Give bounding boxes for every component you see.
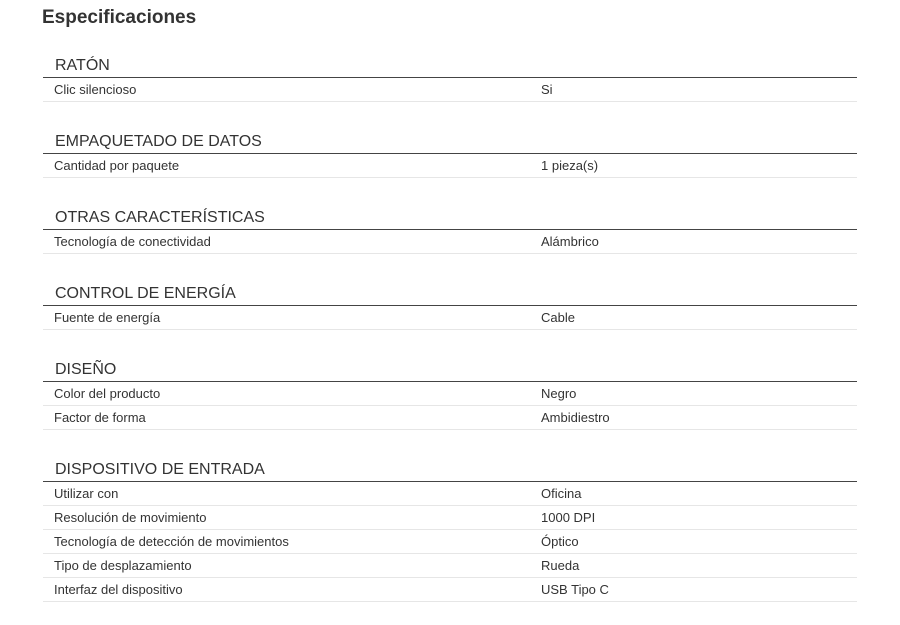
spec-label: Tecnología de conectividad (54, 234, 211, 249)
spec-value: Ambidiestro (541, 410, 610, 425)
spec-row (43, 78, 857, 102)
spec-row (43, 482, 857, 506)
spec-value: USB Tipo C (541, 582, 609, 597)
spec-section-energia (43, 254, 857, 330)
spec-row (43, 382, 857, 406)
spec-label: Utilizar con (54, 486, 119, 501)
spec-row (43, 554, 857, 578)
section-header (43, 44, 857, 78)
section-title: EMPAQUETADO DE DATOS (55, 133, 262, 150)
spec-label: Cantidad por paquete (54, 158, 180, 173)
spec-section-dispositivo-entrada (43, 430, 857, 602)
page-title: Especificaciones (42, 7, 197, 28)
spec-row (43, 506, 857, 530)
section-header (43, 102, 857, 154)
spec-list (43, 44, 857, 602)
spec-value: Negro (541, 386, 577, 401)
spec-label: Fuente de energía (54, 310, 161, 325)
spec-value: Rueda (541, 558, 580, 573)
spec-label: Resolución de movimiento (54, 510, 207, 525)
section-title: DISEÑO (55, 361, 117, 378)
spec-label: Interfaz del dispositivo (54, 582, 183, 597)
spec-value: 1 pieza(s) (541, 158, 599, 173)
spec-label: Tipo de desplazamiento (54, 558, 192, 573)
spec-value: Óptico (541, 534, 579, 549)
spec-row (43, 530, 857, 554)
spec-label: Tecnología de detección de movimientos (54, 534, 289, 549)
spec-row (43, 406, 857, 430)
section-title: OTRAS CARACTERÍSTICAS (55, 209, 265, 226)
spec-row (43, 306, 857, 330)
spec-row (43, 578, 857, 602)
section-header (43, 254, 857, 306)
section-title: RATÓN (55, 57, 110, 74)
section-header (43, 178, 857, 230)
section-title: CONTROL DE ENERGÍA (55, 285, 236, 302)
spec-value: Oficina (541, 486, 582, 501)
spec-value: 1000 DPI (541, 510, 596, 525)
spec-section-empaquetado (43, 102, 857, 178)
spec-section-otras (43, 178, 857, 254)
spec-value: Cable (541, 310, 575, 325)
spec-section-diseno (43, 330, 857, 430)
spec-value: Alámbrico (541, 234, 599, 249)
section-header (43, 330, 857, 382)
spec-label: Color del producto (54, 386, 161, 401)
section-title: DISPOSITIVO DE ENTRADA (55, 461, 265, 478)
spec-value: Si (541, 82, 553, 97)
spec-section-raton (43, 44, 857, 102)
spec-label: Clic silencioso (54, 82, 137, 97)
spec-row (43, 230, 857, 254)
section-header (43, 430, 857, 482)
spec-label: Factor de forma (54, 410, 146, 425)
spec-row (43, 154, 857, 178)
